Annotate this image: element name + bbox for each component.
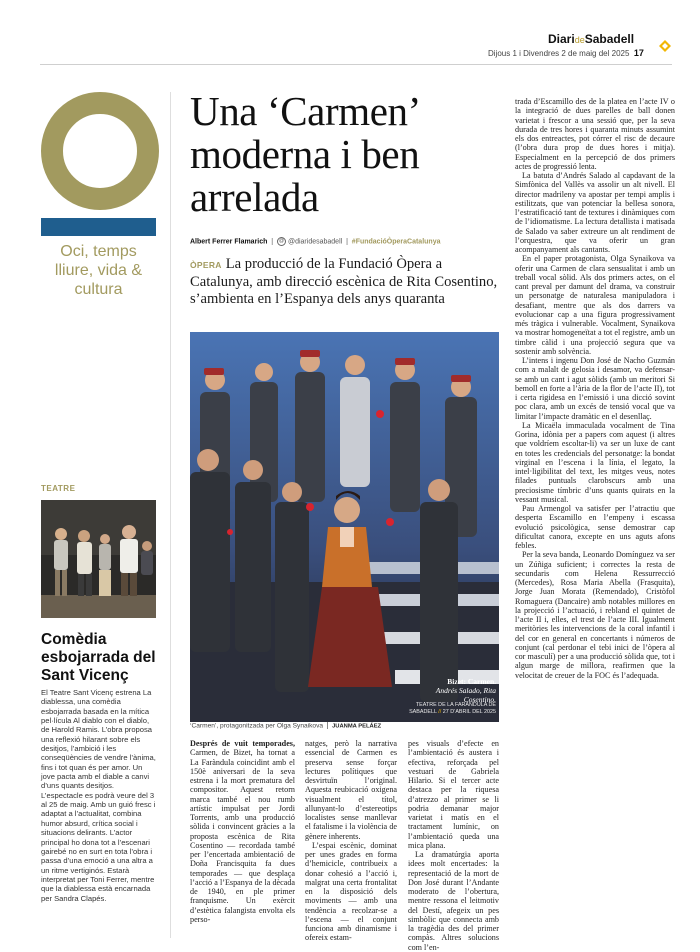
col1-text: Carmen, de Bizet, ha tornat a La Faràndula coincidint amb el 150è aniversari de la seva estrena i la mort prematura del compositor. Aquest retorn marca també el nou rumb artístic impulsat per Jordi Torrents, amb una producció sòlida i convincent gràcies a la proposta escènica de Rita Cosentino — recordada també per l’encertada ambientació de Doña Francisquita fa dues temporades — que desplaça l’acció a l’Espanya de la dècada de 1940, en ple primer franquisme. Un exèrcit d’estètica falangista envolta els perso- xyxy=(190,748,295,924)
paragraph: En el paper protagonista, Olga Synaikova va oferir una Carmen de clara sensualitat i amb un treball vocal sòlid. Als dos primers actes, on el cant preval per damunt del drama, va construir un personatge de naturalesa manipuladora i desafiant, mentre que als dos darrers va evolucionar cap a una figura progressivament més tràgica i vulnerable. Vocalment, Synaikova va mostrar homogeneïtat a tot el registre, amb un timbre càlid i una projecció segura que va sostenir amb solvència. xyxy=(515,254,675,356)
photo-overlay-subtitle: Andrés Salado, Rita Cosentino. xyxy=(435,686,496,704)
newspaper-brand: DiarideSabadell xyxy=(548,32,635,46)
body-column-3 xyxy=(408,739,499,952)
paragraph: L’espai escènic, dominat per unes grades en forma d’hemicicle, contribueix a donar cohesió a l’acció i, malgrat una certa frontalitat en la disposició dels moviments — amb una tendència a recolzar-se a l’escena — el conjunt funciona amb dinamisme i ofereix estam- xyxy=(305,840,397,943)
body-column-4 xyxy=(515,97,675,680)
section-color-bar xyxy=(41,218,156,236)
article-dek xyxy=(190,256,500,308)
body-column-1 xyxy=(190,739,295,924)
photo-credit: JUANMA PELÁEZ xyxy=(332,723,382,730)
photo-overlay-venue: TEATRE DE LA FARÀNDULA DE SABADELL xyxy=(409,702,496,715)
photo-overlay-date: 27 D’ABRIL DEL 2025 xyxy=(442,708,496,715)
article-photo: Bizet: Carmen. Andrés Salado, Rita Cosentino. TEATRE DE LA FARÀNDULA DE SABADELL // 27 D’ABRIL DEL 2025 xyxy=(190,332,499,722)
paragraph: La Micaëla immaculada vocalment de Tina Gorina, idònia per a papers com aquest (i altres que voldríem escoltar-li) va ser un luxe de cant en totes les credencials del personatge: la bondat virginal en l’escena i la línia, el legato, la intel·ligibilitat del text, les mitges veus, notes filades puntuals clarobscurs amb una preciosisme tímbric d’uns quants quirats en la vessant musical. xyxy=(515,420,675,504)
paragraph: trada d’Escamillo des de la platea en l’acte IV o la integració de dues parelles de ball donen varietat i frescor a una sessió que, per la seva durada de tres hores i quaranta minuts assumint els dos entreactes, pot córrer el risc de decaure (l’obra dura prop de dues hores i mitja). Especialment en la percepció de dos primers actes de progressió lenta. xyxy=(515,97,675,171)
section-letter-o xyxy=(41,92,159,210)
brand-diamond-icon xyxy=(659,40,671,52)
byline: Albert Ferrer Flamarich | @ @diaridesabadell | #FundacióÒperaCatalunya xyxy=(190,238,441,246)
hashtag: #FundacióÒperaCatalunya xyxy=(351,238,441,246)
lead-in: Després de vuit temporades, xyxy=(190,739,295,748)
photo-overlay-title: Bizet: Carmen. xyxy=(447,677,496,686)
social-handle: @diaridesabadell xyxy=(287,238,343,246)
paragraph: pes visuals d’efecte en l’ambientació és austera i efectiva, reforçada pel vestuari de Gabriela Hilario. Si el tercer acte destaca per la riquesa d’atrezzo al primer se li podria demanar major varietat i matís en el tractament lumínic, on l’ambientació queda una mica plana. xyxy=(408,739,499,850)
at-icon: @ xyxy=(278,238,285,244)
paragraph: La dramatúrgia aporta idees molt encertades: la representació de la mort de Don José durant l’Andante moderato de l’obertura, mentre ressona el leitmotiv del Destí, afegeix un pes simbòlic que connecta amb la tragèdia des del primer compàs. Altres solucions com l’en- xyxy=(408,850,499,952)
sidebar-photo xyxy=(41,500,156,618)
paragraph: L’intens i ingenu Don José de Nacho Guzmán com a malalt de gelosia i desamor, va defensar-se amb un cant i agut sòlids (amb un meritori Si bemoll en forte a l’ària de la flor de l’acte II), tot i certa rigidesa en l’emissió i una dicció sovint poc clara, amb un excés de tensió vocal que va limitar l’impacte dramàtic en el desenllaç. xyxy=(515,356,675,421)
column-divider xyxy=(170,92,171,938)
article-headline: Una ‘Carmen’ moderna i ben arrelada xyxy=(190,88,420,220)
paragraph: Pau Armengol va satisfer per l’atractiu que desperta Escamillo en l’empeny i escassa evolució psicològica, sense demostrar cap dificultat canora, excepte en uns aguts afons febles. xyxy=(515,504,675,550)
paragraph: natges, però la narrativa essencial de Carmen es preserva sense forçar lectures polítiques que desvirtuïn l’original. Aquesta reubicació oxigena visualment el títol, allunyant-lo d’estereotips localistes sense manllevar el fatalisme i la violència de gènere inherents. xyxy=(305,739,397,841)
section-subtitle: Oci, temps lliure, vida & cultura xyxy=(54,243,143,298)
sidebar-body: El Teatre Sant Vicenç estrena La diablessa, una comèdia esbojarrada basada en la mítica pel·lícula Al diablo con el diablo, de Harold Ramis. L’obra proposa una reflexió hilarant sobre els desitjos, l’ambició i les conseqüències de vendre l’ànima, fins i tot quan és per amor. Un jove pacta amb el diable a canvi d’uns quants desitjos. L’espectacle es podrà veure del 3 al 25 de maig. Amb un guió fresc i adaptat a l’actualitat, combina humor absurd, crítica social i situacions delirants. L’actor principal ho dona tot a l’escenari gairebé no en surt en tota l’obra i passa d’una emoció a una altra a un ritme vertiginós. Estarà interpretat per Toni Ferrer, mentre que la diablessa està encarnada per Sandra Clapés. xyxy=(41,688,156,903)
article-kicker: ÒPERA xyxy=(190,260,222,270)
author-name: Albert Ferrer Flamarich xyxy=(190,238,268,246)
photo-caption xyxy=(190,722,499,729)
sidebar-kicker: TEATRE xyxy=(41,484,76,493)
body-column-2 xyxy=(305,739,397,943)
page-number: 17 xyxy=(633,48,644,58)
sidebar-title: Comèdia esbojarrada del Sant Vicenç xyxy=(41,631,156,684)
caption-text: ‘Carmen’, protagonitzada per Olga Synaikova xyxy=(190,722,324,730)
dek-text: La producció de la Fundació Òpera a Catalunya, amb direcció escènica de Rita Cosentino, s’ambienta en l’Espanya dels anys quaranta xyxy=(190,256,498,307)
header-rule xyxy=(40,64,672,65)
issue-dateline: Dijous 1 i Divendres 2 de maig del 2025 17 xyxy=(488,48,644,58)
paragraph: Per la seva banda, Leonardo Domínguez va ser un Zúñiga suficient; i correctes la resta de secundaris com Helena Ressurrecció (Mercedes), Rosa Maria Abella (Frasquita), Jorge Juan Morata (Remendado), Cristòfol Romaguera (Dancaire) amb notables millores en la projecció i l’actuació, i rebland el quintet de l’acte II i, elles, el trest de l’acte III. Igualment meritòries les intervencions de la coral infantil i del cor en general en concertants i números de conjunt (cal perdonar el tebi inici de l’òpera al cor masculí) per a una producció sòlida que, tot i algun marge de millora, reafirmen que la velocitat de creuer de la FOC és l’adequada. xyxy=(515,550,675,680)
paragraph: La batuta d’Andrés Salado al capdavant de la Simfònica del Vallès va assolir un alt nivell. El director madrileny va apostar per tempi amplis i estilitzats, que van potenciar la bellesa sonora, l’estratificació tant de textures i dinàmiques com de l’idiomatisme. La lectura detallista i matisada de Salado va saber extreure un alt rendiment de l’orquestra, que va oferir un gran acompanyament als cantants. xyxy=(515,171,675,254)
